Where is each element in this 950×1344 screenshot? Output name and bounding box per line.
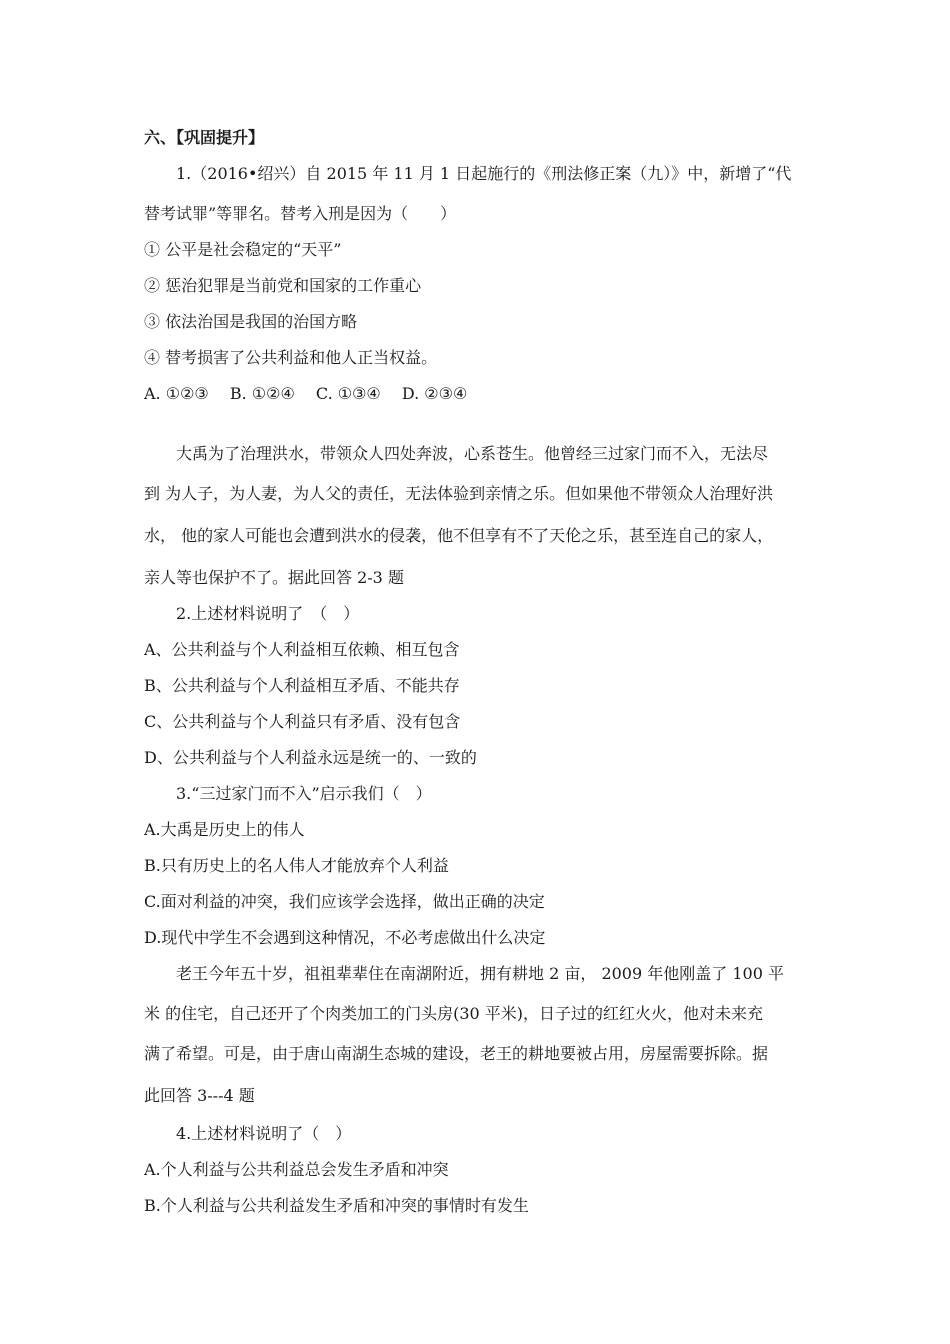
q3-option-a: A.大禹是历史上的伟人 — [144, 820, 305, 839]
passage1-line-1: 大禹为了治理洪水，带领众人四处奔波，心系苍生。他曾经三过家门而不入，无法尽 — [176, 444, 769, 463]
q2-stem: 2.上述材料说明了 （ ） — [176, 604, 360, 623]
q4-option-b: B.个人利益与公共利益发生矛盾和冲突的事情时有发生 — [144, 1196, 529, 1215]
q4-stem: 4.上述材料说明了（ ） — [176, 1124, 352, 1143]
passage1-line-2: 到 为人子，为人妻，为人父的责任，无法体验到亲情之乐。但如果他不带领众人治理好洪 — [144, 484, 774, 503]
passage2-line-2: 米 的住宅，自己还开了个肉类加工的门头房(30 平米)，日子过的红红火火，他对未来充 — [144, 1004, 764, 1023]
q3-option-b: B.只有历史上的名人伟人才能放弃个人利益 — [144, 856, 449, 875]
q2-option-c: C、公共利益与个人利益只有矛盾、没有包含 — [144, 712, 461, 731]
q2-option-d: D、公共利益与个人利益永远是统一的、一致的 — [144, 748, 477, 767]
q2-option-b: B、公共利益与个人利益相互矛盾、不能共存 — [144, 676, 460, 695]
q1-statement-1: ① 公平是社会稳定的“天平” — [144, 240, 342, 259]
q3-option-d: D.现代中学生不会遇到这种情况，不必考虑做出什么决定 — [144, 928, 546, 947]
passage1-line-4: 亲人等也保护不了。据此回答 2-3 题 — [144, 568, 404, 587]
q1-stem-line-2: 替考试罪”等罪名。替考入刑是因为（ ） — [144, 204, 457, 223]
passage1-line-3: 水， 他的家人可能也会遭到洪水的侵袭，他不但享有不了天伦之乐，甚至连自己的家人， — [144, 526, 774, 545]
q1-statement-3: ③ 依法治国是我国的治国方略 — [144, 312, 358, 331]
q4-option-a: A.个人利益与公共利益总会发生矛盾和冲突 — [144, 1160, 449, 1179]
passage2-line-4: 此回答 3---4 题 — [144, 1086, 255, 1105]
q3-stem: 3.“三过家门而不入”启示我们（ ） — [176, 784, 432, 803]
q2-option-a: A、公共利益与个人利益相互依赖、相互包含 — [144, 640, 460, 659]
passage2-line-1: 老王今年五十岁，祖祖辈辈住在南湖附近，拥有耕地 2 亩， 2009 年他刚盖了 100 平 — [176, 964, 784, 983]
q1-statement-2: ② 惩治犯罪是当前党和国家的工作重心 — [144, 276, 422, 295]
passage2-line-3: 满了希望。可是，由于唐山南湖生态城的建设，老王的耕地要被占用，房屋需要拆除。据 — [144, 1044, 769, 1063]
q1-options: A. ①②③ B. ①②④ C. ①③④ D. ②③④ — [144, 384, 468, 403]
q1-statement-4: ④ 替考损害了公共利益和他人正当权益。 — [144, 348, 438, 367]
section-heading: 六、【巩固提升】 — [144, 128, 265, 147]
q3-option-c: C.面对利益的冲突，我们应该学会选择，做出正确的决定 — [144, 892, 545, 911]
q1-stem-line-1: 1.（2016•绍兴）自 2015 年 11 月 1 日起施行的《刑法修正案（九）》中，新增了“代 — [176, 164, 792, 183]
